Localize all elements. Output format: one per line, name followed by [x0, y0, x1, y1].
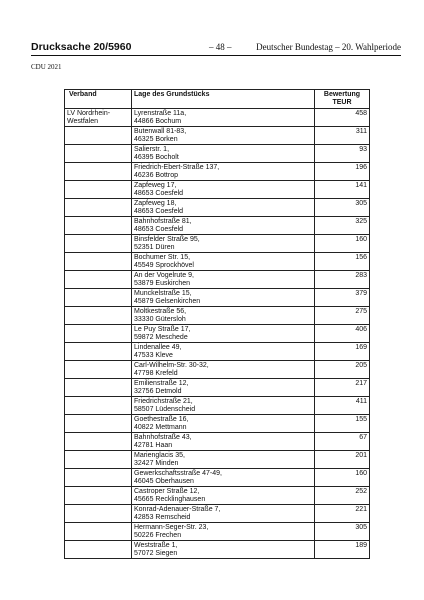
- address-cell: [132, 127, 315, 145]
- city-line: 44866 Bochum: [134, 117, 182, 125]
- address-cell: [132, 109, 315, 127]
- address-cell: [132, 163, 315, 181]
- verband-cell: [65, 325, 132, 343]
- verband-cell: [65, 415, 132, 433]
- table-row: [65, 487, 370, 505]
- verband-cell: [65, 505, 132, 523]
- page-number: – 48 –: [209, 42, 232, 52]
- value-cell: 160: [315, 235, 370, 253]
- street-line: Weststraße 1,: [134, 541, 178, 549]
- verband-cell: [65, 253, 132, 271]
- page-header: [31, 41, 401, 55]
- table-row: [65, 253, 370, 271]
- city-line: 52351 Düren: [134, 243, 175, 251]
- street-line: Goethestraße 16,: [134, 415, 189, 423]
- value-cell: 67: [315, 433, 370, 451]
- address-cell: [132, 361, 315, 379]
- address-cell: [132, 469, 315, 487]
- address-cell: [132, 397, 315, 415]
- table-row: [65, 235, 370, 253]
- table-row: [65, 163, 370, 181]
- value-cell: 406: [315, 325, 370, 343]
- city-line: 59872 Meschede: [134, 333, 188, 341]
- value-cell: 156: [315, 253, 370, 271]
- unit-label: TEUR: [332, 99, 352, 106]
- street-line: Le Puy Straße 17,: [134, 325, 191, 333]
- table-row: [65, 145, 370, 163]
- street-line: Binsfelder Straße 95,: [134, 235, 200, 243]
- address-cell: [132, 541, 315, 559]
- verband-cell: [65, 523, 132, 541]
- table-row: [65, 127, 370, 145]
- address-cell: [132, 505, 315, 523]
- table-row: [65, 541, 370, 559]
- address-cell: [132, 325, 315, 343]
- verband-cell: [65, 433, 132, 451]
- street-line: Lyrenstraße 11a,: [134, 109, 187, 117]
- city-line: 58507 Lüdenscheid: [134, 405, 196, 413]
- address-cell: [132, 253, 315, 271]
- verband-cell: [65, 235, 132, 253]
- address-cell: [132, 415, 315, 433]
- col-header-verband: Verband: [65, 90, 132, 109]
- street-line: Marienglacis 35,: [134, 451, 185, 459]
- street-line: Salierstr. 1,: [134, 145, 170, 153]
- street-line: Munckelstraße 15,: [134, 289, 192, 297]
- address-cell: [132, 181, 315, 199]
- col-header-bewertung: [315, 90, 370, 109]
- city-line: 48653 Coesfeld: [134, 207, 184, 215]
- table-row: [65, 343, 370, 361]
- value-cell: 325: [315, 217, 370, 235]
- table-row: [65, 397, 370, 415]
- table-header-row: [65, 90, 370, 109]
- verband-cell: [65, 307, 132, 325]
- verband-cell: [65, 343, 132, 361]
- street-line: Lindenallee 49,: [134, 343, 182, 351]
- street-line: Moltkestraße 56,: [134, 307, 187, 315]
- value-cell: 305: [315, 523, 370, 541]
- table-row: [65, 523, 370, 541]
- city-line: 42781 Haan: [134, 441, 173, 449]
- value-cell: 311: [315, 127, 370, 145]
- table-body: [65, 109, 370, 559]
- city-line: 32427 Minden: [134, 459, 179, 467]
- verband-cell: [65, 199, 132, 217]
- value-cell: 93: [315, 145, 370, 163]
- table-row: [65, 271, 370, 289]
- city-line: 47798 Krefeld: [134, 369, 178, 377]
- value-cell: 169: [315, 343, 370, 361]
- verband-cell: [65, 469, 132, 487]
- address-cell: [132, 433, 315, 451]
- city-line: 45879 Gelsenkirchen: [134, 297, 201, 305]
- verband-cell: [65, 289, 132, 307]
- verband-cell: [65, 397, 132, 415]
- document-number: [31, 41, 131, 53]
- street-line: Zapfeweg 17,: [134, 181, 177, 189]
- value-cell: 196: [315, 163, 370, 181]
- table-row: [65, 469, 370, 487]
- table-row: [65, 181, 370, 199]
- city-line: 46395 Bocholt: [134, 153, 179, 161]
- street-line: Castroper Straße 12,: [134, 487, 200, 495]
- street-line: Friedrichstraße 21,: [134, 397, 193, 405]
- table-row: [65, 433, 370, 451]
- table-row: [65, 217, 370, 235]
- value-cell: 217: [315, 379, 370, 397]
- table-row: [65, 451, 370, 469]
- value-cell: 155: [315, 415, 370, 433]
- city-line: 48653 Coesfeld: [134, 189, 184, 197]
- street-line: Bochumer Str. 15,: [134, 253, 191, 261]
- publication-title: Deutscher Bundestag – 20. Wahlperiode: [256, 42, 401, 52]
- city-line: 45665 Recklinghausen: [134, 495, 206, 503]
- city-line: 46236 Bottrop: [134, 171, 178, 179]
- street-line: Bahnhofstraße 81,: [134, 217, 192, 225]
- value-cell: 458: [315, 109, 370, 127]
- verband-cell: [65, 379, 132, 397]
- city-line: 57072 Siegen: [134, 549, 178, 557]
- table-row: [65, 289, 370, 307]
- street-line: Friedrich-Ebert-Straße 137,: [134, 163, 220, 171]
- value-cell: 275: [315, 307, 370, 325]
- street-line: Konrad-Adenauer-Straße 7,: [134, 505, 221, 513]
- value-cell: 305: [315, 199, 370, 217]
- verband-cell: [65, 487, 132, 505]
- verband-cell: [65, 127, 132, 145]
- city-line: 47533 Kleve: [134, 351, 173, 359]
- table-row: [65, 307, 370, 325]
- table-row: [65, 199, 370, 217]
- street-line: Carl-Wilhelm-Str. 30-32,: [134, 361, 209, 369]
- verband-cell: LV Nordrhein-Westfalen: [65, 109, 132, 127]
- city-line: 53879 Euskirchen: [134, 279, 191, 287]
- value-cell: 189: [315, 541, 370, 559]
- table-row: [65, 379, 370, 397]
- city-line: 48653 Coesfeld: [134, 225, 184, 233]
- verband-cell: [65, 217, 132, 235]
- value-cell: 141: [315, 181, 370, 199]
- value-cell: 205: [315, 361, 370, 379]
- street-line: Zapfeweg 18,: [134, 199, 177, 207]
- city-line: 46045 Oberhausen: [134, 477, 194, 485]
- section-subtitle: CDU 2021: [31, 63, 62, 71]
- table-row: [65, 505, 370, 523]
- address-cell: [132, 343, 315, 361]
- value-cell: 252: [315, 487, 370, 505]
- verband-cell: [65, 163, 132, 181]
- verband-cell: [65, 271, 132, 289]
- address-cell: [132, 523, 315, 541]
- address-cell: [132, 199, 315, 217]
- street-line: Gewerkschaftsstraße 47-49,: [134, 469, 222, 477]
- street-line: Hermann-Seger-Str. 23,: [134, 523, 209, 531]
- verband-cell: [65, 361, 132, 379]
- address-cell: [132, 487, 315, 505]
- verband-cell: [65, 451, 132, 469]
- city-line: 46325 Borken: [134, 135, 178, 143]
- street-line: Bahnhofstraße 43,: [134, 433, 192, 441]
- value-cell: 221: [315, 505, 370, 523]
- col-header-lage: Lage des Grundstücks: [132, 90, 315, 109]
- doc-number: 5960: [108, 41, 132, 53]
- street-line: Butenwall 81-83,: [134, 127, 187, 135]
- address-cell: [132, 145, 315, 163]
- header-rule: [31, 55, 401, 56]
- value-cell: 379: [315, 289, 370, 307]
- city-line: 40822 Mettmann: [134, 423, 187, 431]
- address-cell: [132, 217, 315, 235]
- city-line: 50226 Frechen: [134, 531, 182, 539]
- city-line: 32756 Detmold: [134, 387, 182, 395]
- address-cell: [132, 307, 315, 325]
- value-cell: 201: [315, 451, 370, 469]
- table-row: [65, 325, 370, 343]
- address-cell: [132, 235, 315, 253]
- doc-label: Drucksache 20/: [31, 41, 109, 53]
- city-line: 42853 Remscheid: [134, 513, 191, 521]
- city-line: 33330 Gütersloh: [134, 315, 186, 323]
- value-cell: 411: [315, 397, 370, 415]
- address-cell: [132, 289, 315, 307]
- value-cell: 160: [315, 469, 370, 487]
- value-cell: 283: [315, 271, 370, 289]
- table-row: [65, 415, 370, 433]
- street-line: An der Vogelrute 9,: [134, 271, 194, 279]
- address-cell: [132, 451, 315, 469]
- address-cell: [132, 379, 315, 397]
- table-row: [65, 361, 370, 379]
- street-line: Emilienstraße 12,: [134, 379, 189, 387]
- verband-cell: [65, 181, 132, 199]
- verband-cell: [65, 541, 132, 559]
- verband-cell: [65, 145, 132, 163]
- address-cell: [132, 271, 315, 289]
- bewertung-label: Bewertung: [323, 91, 361, 98]
- city-line: 45549 Sprockhövel: [134, 261, 194, 269]
- table-row: [65, 109, 370, 127]
- property-table: [64, 89, 370, 559]
